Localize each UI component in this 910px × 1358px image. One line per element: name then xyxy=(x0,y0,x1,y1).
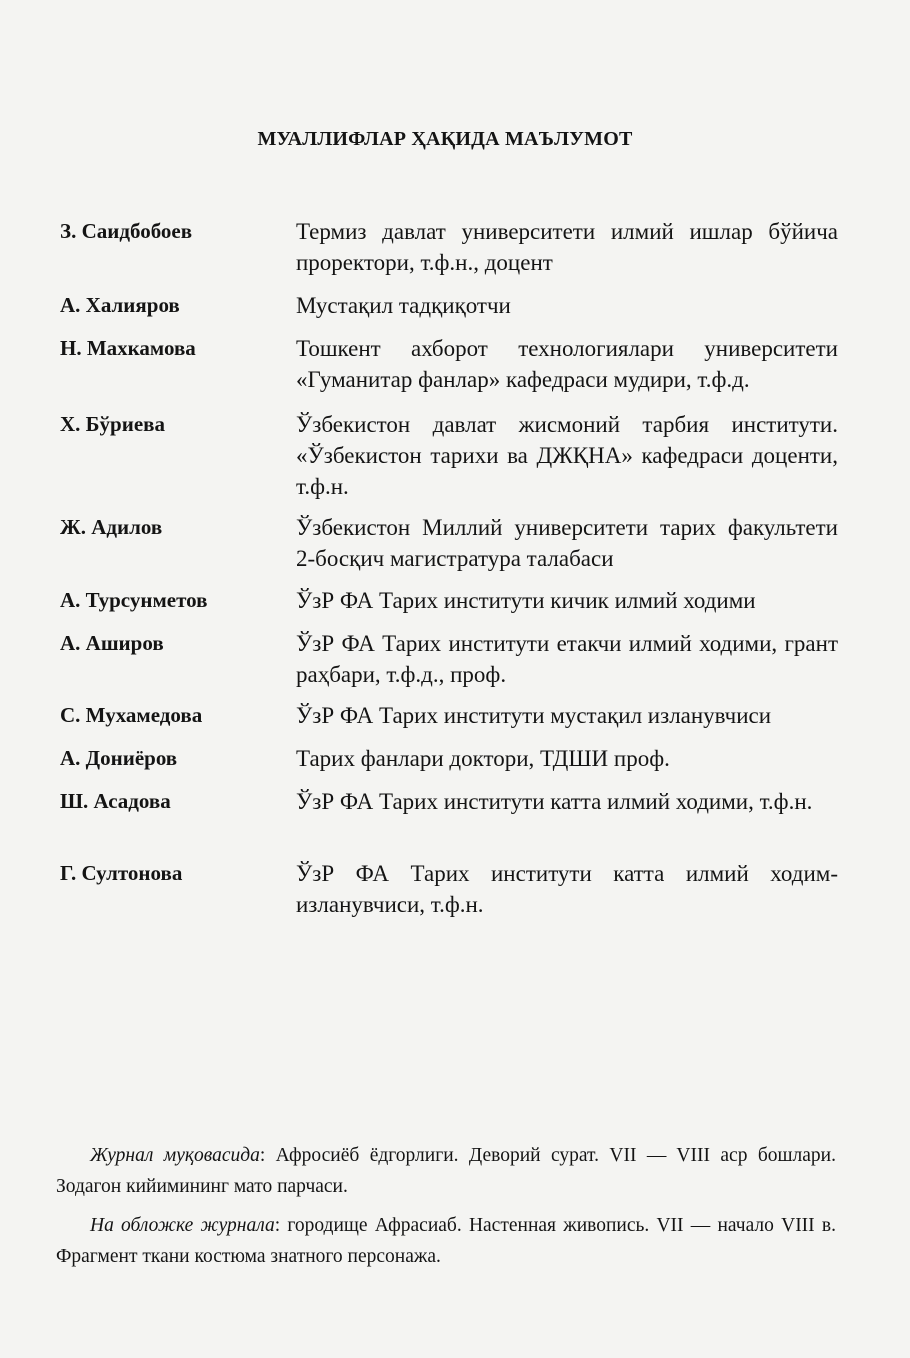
cover-note-label: Журнал муқовасида xyxy=(90,1145,260,1166)
author-name: Х. Бўриева xyxy=(60,412,165,436)
author-info: ЎзР ФА Тарих институти катта илмий ходим-изланувчиси, т.ф.н. xyxy=(296,861,838,917)
author-name: С. Мухамедова xyxy=(60,703,203,727)
author-name: Н. Махкамова xyxy=(60,336,196,360)
cover-note-russian xyxy=(56,1210,836,1272)
author-info: Мустақил тадқиқотчи xyxy=(296,293,511,318)
cover-note-label: На обложке журнала xyxy=(90,1215,275,1236)
author-name: А. Дониёров xyxy=(60,746,178,770)
author-info: Термиз давлат университети илмий ишлар бўйича проректори, т.ф.н., доцент xyxy=(296,219,838,275)
author-name: Г. Султонова xyxy=(60,861,183,885)
cover-note-text: : Афросиёб ёдгорлиги. Деворий сурат. VII — VIII аср бошлари. Зодагон кийимининг мато парчаси. xyxy=(56,1145,836,1197)
author-info: Тошкент ахборот технологиялари университети «Гуманитар фанлар» кафедраси мудири, т.ф.д. xyxy=(296,336,838,392)
author-name: А. Аширов xyxy=(60,631,164,655)
cover-note-uzbek xyxy=(56,1140,836,1202)
cover-note-text: : городище Афрасиаб. Настенная живопись. VII — начало VIII в. Фрагмент ткани костюма знатного персонажа. xyxy=(56,1215,836,1267)
author-info: Ўзбекистон давлат жисмоний тарбия институти. «Ўзбекистон тарихи ва ДЖҚНА» кафедраси доценти, т.ф.н. xyxy=(296,412,838,499)
author-info: ЎзР ФА Тарих институти етакчи илмий ходими, грант раҳбари, т.ф.д., проф. xyxy=(296,631,838,687)
author-info: ЎзР ФА Тарих институти кичик илмий ходими xyxy=(296,588,756,613)
author-info: Ўзбекистон Миллий университети тарих факультети 2-босқич магистратура талабаси xyxy=(296,515,838,571)
author-name: Ш. Асадова xyxy=(60,789,171,813)
author-name: А. Турсунметов xyxy=(60,588,208,612)
author-name: З. Саидбобоев xyxy=(60,219,193,243)
author-info: ЎзР ФА Тарих институти катта илмий ходими, т.ф.н. xyxy=(296,789,813,814)
page-title: МУАЛЛИФЛАР ҲАҚИДА МАЪЛУМОТ xyxy=(257,128,633,150)
author-name: Ж. Адилов xyxy=(60,515,163,539)
author-info: ЎзР ФА Тарих институти мустақил изланувчиси xyxy=(296,703,772,728)
author-info: Тарих фанлари доктори, ТДШИ проф. xyxy=(296,746,670,771)
author-name: А. Халияров xyxy=(60,293,180,317)
